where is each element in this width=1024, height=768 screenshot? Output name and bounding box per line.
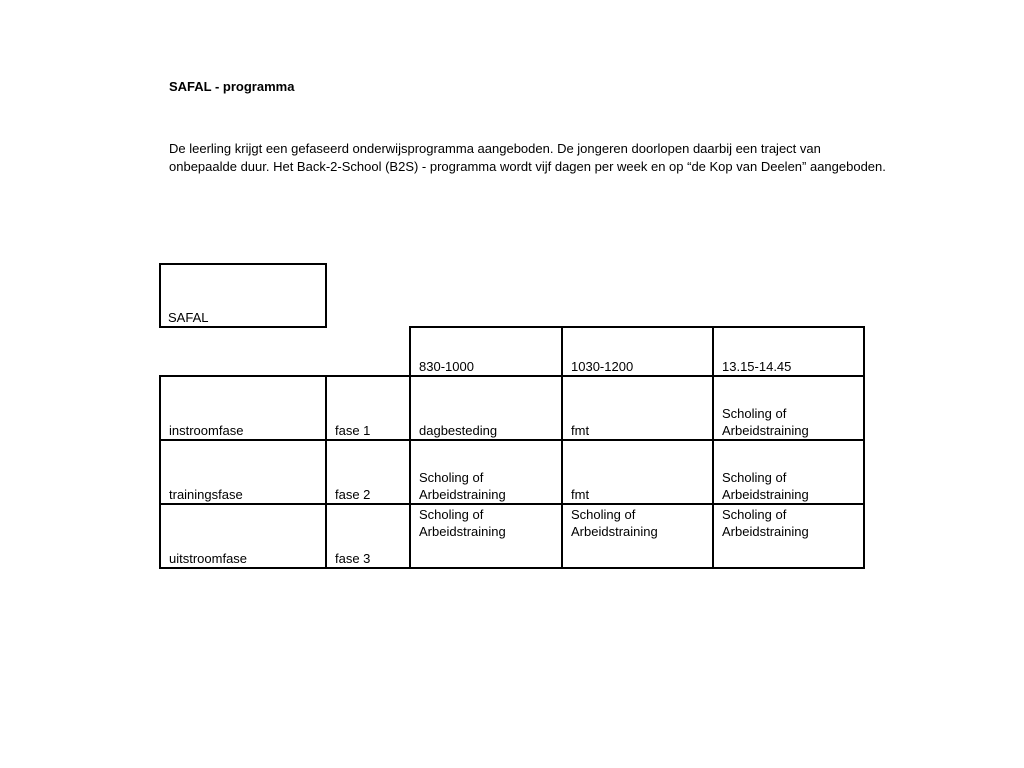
slot-line: Arbeidstraining bbox=[722, 487, 809, 502]
slot-cell bbox=[714, 441, 863, 503]
table-border bbox=[159, 326, 327, 328]
slot-cell bbox=[411, 505, 561, 567]
slot-cell bbox=[563, 441, 712, 503]
slot-line: fmt bbox=[571, 423, 590, 438]
fase-cell bbox=[327, 441, 409, 503]
slot-line: Arbeidstraining bbox=[722, 423, 809, 438]
document-title: SAFAL - programma bbox=[169, 79, 295, 94]
phase-label: uitstroomfase bbox=[169, 551, 248, 566]
time-header: 13.15-14.45 bbox=[722, 359, 792, 374]
phase-cell bbox=[161, 505, 325, 567]
slot-cell bbox=[714, 377, 863, 439]
phase-cell bbox=[161, 377, 325, 439]
slot-cell bbox=[714, 505, 863, 567]
slot-line: fmt bbox=[571, 487, 590, 502]
phase-cell bbox=[161, 441, 325, 503]
slot-line: dagbesteding bbox=[419, 423, 498, 438]
corner-label: SAFAL bbox=[168, 310, 209, 325]
intro-paragraph: De leerling krijgt een gefaseerd onderwijsprogramma aangeboden. De jongeren doorlopen daarbij een traject van onbepaalde duur. Het Back-2-School (B2S) - programma wordt vijf dagen per week en op “de Kop van Deelen” aangeboden. bbox=[169, 141, 886, 174]
header-cell bbox=[714, 328, 863, 375]
fase-cell bbox=[327, 505, 409, 567]
header-cell bbox=[563, 328, 712, 375]
table-border bbox=[863, 326, 865, 569]
slot-cell bbox=[563, 505, 712, 567]
fase-label: fase 2 bbox=[335, 487, 371, 502]
time-header: 830-1000 bbox=[419, 359, 474, 374]
corner-cell bbox=[160, 264, 326, 326]
slot-cell bbox=[563, 377, 712, 439]
slot-line: Scholing of bbox=[722, 406, 787, 421]
slot-line: Arbeidstraining bbox=[722, 524, 809, 539]
slot-line: Scholing of bbox=[419, 507, 484, 522]
table-border bbox=[159, 567, 865, 569]
slot-line: Scholing of bbox=[419, 470, 484, 485]
slot-line: Scholing of bbox=[722, 470, 787, 485]
slot-line: Scholing of bbox=[571, 507, 636, 522]
slot-cell bbox=[411, 377, 561, 439]
header-cell bbox=[411, 328, 561, 375]
slot-line: Arbeidstraining bbox=[571, 524, 658, 539]
fase-cell bbox=[327, 377, 409, 439]
slot-cell bbox=[411, 441, 561, 503]
slot-line: Arbeidstraining bbox=[419, 487, 506, 502]
fase-label: fase 1 bbox=[335, 423, 371, 438]
fase-label: fase 3 bbox=[335, 551, 371, 566]
slot-line: Arbeidstraining bbox=[419, 524, 506, 539]
time-header: 1030-1200 bbox=[571, 359, 634, 374]
phase-label: trainingsfase bbox=[169, 487, 243, 502]
phase-label: instroomfase bbox=[169, 423, 244, 438]
slot-line: Scholing of bbox=[722, 507, 787, 522]
